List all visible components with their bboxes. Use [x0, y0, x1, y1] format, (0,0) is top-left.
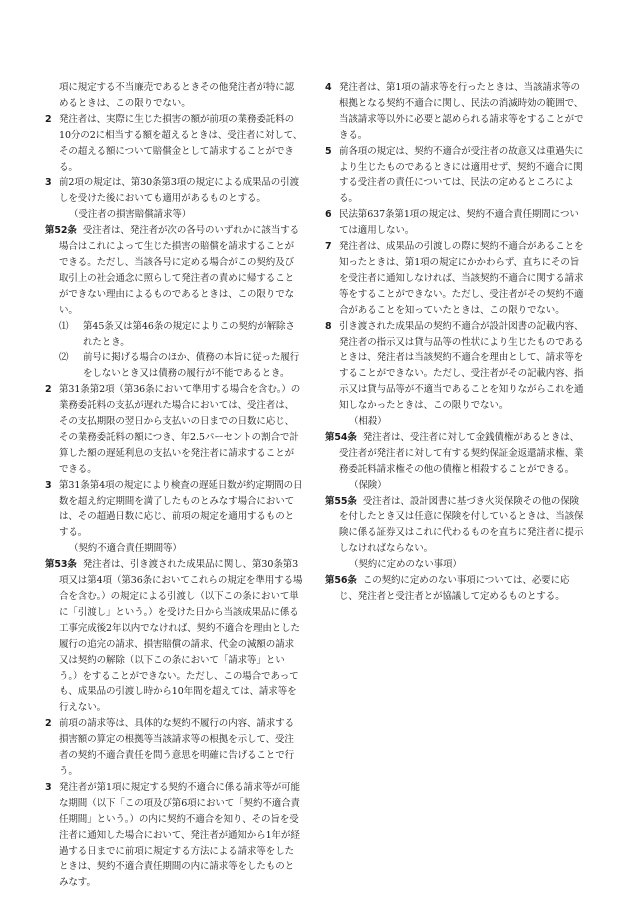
article-53-paragraph-4	[325, 80, 587, 144]
paragraph-number: 3	[45, 177, 52, 189]
article-text: 受注者は、設計図書に基づき火災保険その他の保険を付したとき又は任意に保険を付しているときは、当該保険に係る証券又はこれに代わるものを直ちに発注者に提示しなければならない。	[339, 495, 584, 555]
paragraph-number: 5	[325, 145, 332, 157]
article-text: この契約に定めのない事項については、必要に応じ、発注者と受注者とが協議して定めるものとする。	[339, 575, 570, 602]
article-52	[45, 223, 303, 318]
paragraph-number: 8	[325, 320, 332, 332]
article-text: 発注者は、引き渡された成果品に関し、第30条第3項又は第4項（第36条においてこれらの規定を準用する場合を含む。）の規定による引渡し（以下この条において単に「引渡し」という。）を受けた日から当該成果品に係る工事完成後2年以内でなければ、契約不適合を理由とした履行の追完の請求、損害賠償の請求、代金の減額の請求又は契約の解除（以下この条において「請求等」という。）をすることができない。ただし、この場合であっても、成果品の引渡し時から10年間を超えては、請求等を行えない。	[59, 559, 303, 714]
paragraph-number: 2	[45, 384, 52, 396]
paragraph-number: 3	[45, 479, 52, 491]
article-55-heading: （保険）	[349, 479, 387, 491]
paragraph-continuation: 項に規定する不当廉売であるときその他発注者が特に認めるときは、この限りでない。	[59, 82, 295, 109]
article-text: 受注者は、発注者が次の各号のいずれかに該当する場合はこれによって生じた損害の賠償を請求することができる。ただし、当該各号に定める場合がこの契約及び取引上の社会通念に照らして発注者の責めに帰することができない理由によるものであるときは、この限りでない。	[59, 225, 300, 316]
paragraph-text: 第31条第4項の規定により検査の遅延日数が約定期間の日数を超え約定期間を満了したものとみなす場合においては、その超過日数に応じ、前項の規定を適用するものとする。	[59, 479, 303, 539]
article-number: 第53条	[45, 559, 77, 571]
item-text: 第45条又は第46条の規定によりこの契約が解除されたとき。	[83, 320, 295, 348]
article-53-paragraph-5	[325, 144, 587, 208]
article-text: 発注者は、受注者に対して金銭債権があるときは、受注者が発注者に対して有する契約保証金返還請求権、業務委託料請求権その他の債権と相殺することができる。	[339, 431, 584, 475]
left-column	[45, 80, 303, 891]
article-52-item-1	[45, 319, 303, 351]
article-53-heading: （契約不適合責任期間等）	[69, 543, 182, 555]
article-54	[325, 430, 587, 478]
paragraph-text: 前各項の規定は、契約不適合が受注者の故意又は重過失により生じたものであるときには適用せず、契約不適合に関する受注者の責任については、民法の定めるところによる。	[339, 145, 584, 205]
paragraph-text: 第31条第2項（第36条において準用する場合を含む。）の業務委託料の支払が遅れた場合においては、受注者は、その支払期限の翌日から支払いの日までの日数に応じ、その業務委託料の額につき、年2.5パーセントの割合で計算した額の遅延利息の支払いを発注者に請求することができる。	[59, 384, 301, 475]
paragraph-text: 発注者は、成果品の引渡しの際に契約不適合があることを知ったときは、第1項の規定にかかわらず、直ちにその旨を受注者に通知しなければ、当該契約不適合に関する請求等をすることができない。ただし、受注者がその契約不適合があることを知っていたときは、この限りでない。	[339, 241, 584, 316]
paragraph-number: 6	[325, 209, 332, 221]
article-53-paragraph-8	[325, 319, 587, 414]
article-number: 第54条	[325, 431, 357, 443]
article-number: 第52条	[45, 225, 77, 237]
paragraph-text: 前項の請求等は、具体的な契約不履行の内容、請求する損害額の算定の根拠等当該請求等の根拠を示して、受注者の契約不適合責任を問う意思を明確に告げることで行う。	[59, 718, 295, 777]
paragraph-number: 2	[45, 113, 52, 125]
paragraph-number: 2	[45, 718, 52, 730]
article-53-paragraph-6	[325, 207, 587, 239]
paragraph-number: 4	[325, 82, 332, 93]
article-53-paragraph-3	[45, 780, 303, 891]
article-51-paragraph-3	[45, 175, 303, 207]
item-text: 前号に掲げる場合のほか、債務の本旨に従った履行をしないとき又は債務の履行が不能であるとき。	[83, 352, 300, 380]
paragraph-text: 発注者が第1項に規定する契約不適合に係る請求等が可能な期間（以下「この項及び第6項において「契約不適合責任期間」という。）の内に契約不適合を知り、その旨を受注者に通知した場合において、発注者が通知から1年が経過する日までに前項に規定する方法による請求等をしたときは、契約不適合責任期間の内に請求等をしたものとみなす。	[59, 781, 300, 889]
article-52-paragraph-3	[45, 478, 303, 542]
article-number: 第55条	[325, 495, 357, 507]
paragraph-text: 引き渡された成果品の契約不適合が設計図書の記載内容、発注者の指示又は貸与品等の性状により生じたものであるときは、発注者は当該契約不適合を理由として、請求等をすることができない。ただし、受注者がその記載内容、指示又は貸与品等が不適当であることを知りながらこれを通知しなかったときは、この限りでない。	[339, 320, 584, 412]
article-52-item-2	[45, 350, 303, 382]
article-number: 第56条	[325, 575, 357, 587]
article-55	[325, 494, 587, 558]
article-56	[325, 573, 587, 605]
article-52-heading: （受注者の損害賠償請求等）	[69, 209, 192, 221]
article-52-paragraph-2	[45, 382, 303, 477]
article-51-paragraph-2	[45, 112, 303, 176]
right-column	[325, 80, 587, 605]
article-56-heading: （契約に定めのない事項）	[349, 559, 462, 571]
paragraph-number: 7	[325, 241, 332, 253]
item-number: ⑴	[59, 320, 69, 332]
paragraph-number: 3	[45, 781, 52, 793]
article-54-heading: （相殺）	[349, 416, 387, 428]
paragraph-text: 発注者は、実際に生じた損害の額が前項の業務委託料の10分の2に相当する額を超えるときは、受注者に対して、その超える額について賠償金として請求することができる。	[59, 113, 303, 173]
article-53-paragraph-2	[45, 716, 303, 780]
paragraph-text: 民法第637条第1項の規定は、契約不適合責任期間については適用しない。	[339, 209, 579, 237]
paragraph-text: 発注者は、第1項の請求等を行ったときは、当該請求等の根拠となる契約不適合に関し、民法の消滅時効の範囲で、当該請求等以外に必要と認められる請求等をすることができる。	[339, 82, 584, 141]
article-53	[45, 557, 303, 716]
paragraph-text: 前2項の規定は、第30条第3項の規定による成果品の引渡しを受けた後においても適用があるものとする。	[59, 177, 299, 205]
article-53-paragraph-7	[325, 239, 587, 319]
item-number: ⑵	[59, 352, 69, 364]
